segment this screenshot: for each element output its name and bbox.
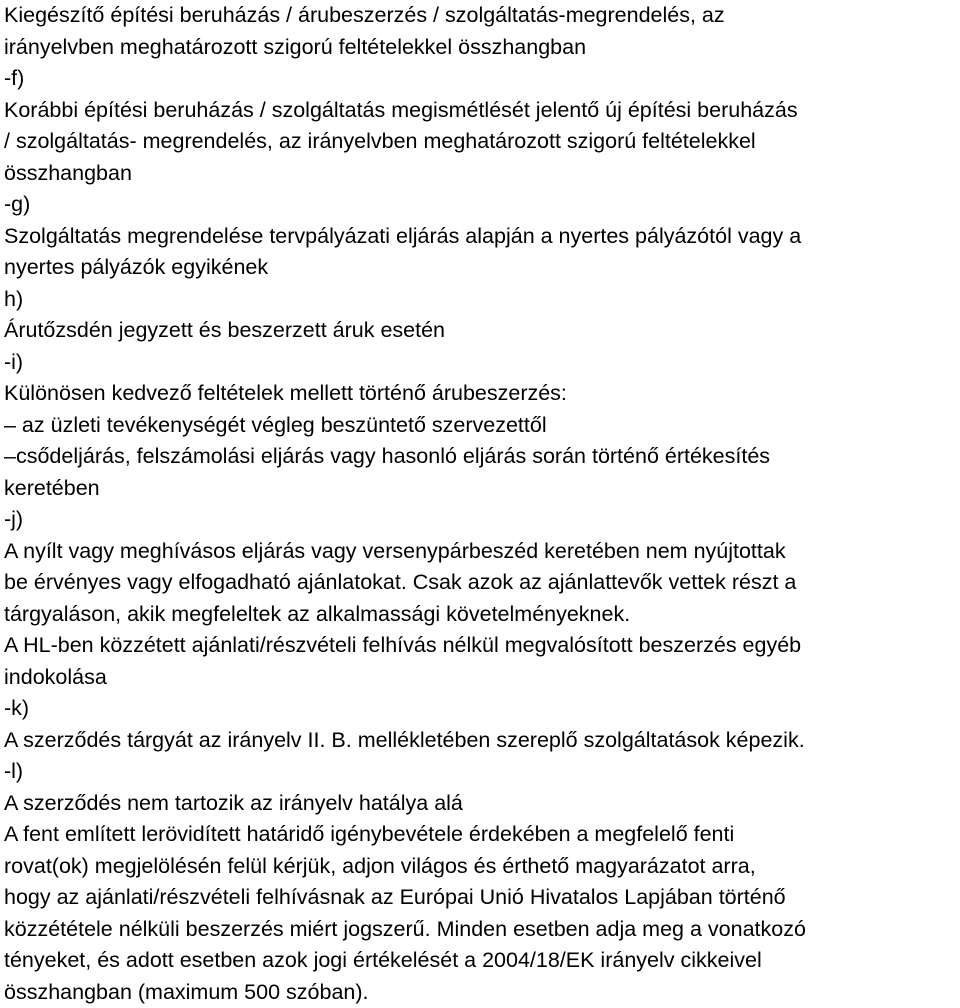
- text-line-31: tényeket, és adott esetben azok jogi értékelését a 2004/18/EK irányelv cikkeivel: [4, 945, 960, 977]
- list-marker-i: -i): [4, 347, 960, 379]
- list-marker-k: -k): [4, 693, 960, 725]
- text-line-27: A fent említett lerövidített határidő igénybevétele érdekében a megfelelő fenti: [4, 819, 960, 851]
- text-line-18: A nyílt vagy meghívásos eljárás vagy versenypárbeszéd keretében nem nyújtottak: [4, 536, 960, 568]
- text-line-4: Korábbi építési beruházás / szolgáltatás megismétlését jelentő új építési beruházás: [4, 95, 960, 127]
- list-marker-f: -f): [4, 63, 960, 95]
- text-line-21: A HL-ben közzétett ajánlati/részvételi felhívás nélkül megvalósított beszerzés egyéb: [4, 630, 960, 662]
- text-line-13: Különösen kedvező feltételek mellett történő árubeszerzés:: [4, 378, 960, 410]
- text-line-22: indokolása: [4, 662, 960, 694]
- text-line-26: A szerződés nem tartozik az irányelv hatálya alá: [4, 788, 960, 820]
- list-marker-j: -j): [4, 504, 960, 536]
- text-line-15: –csődeljárás, felszámolási eljárás vagy hasonló eljárás során történő értékesítés: [4, 441, 960, 473]
- text-line-9: nyertes pályázók egyikének: [4, 252, 960, 284]
- text-line-11: Árutőzsdén jegyzett és beszerzett áruk esetén: [4, 315, 960, 347]
- text-line-32: összhangban (maximum 500 szóban).: [4, 977, 960, 1008]
- text-line-1: Kiegészítő építési beruházás / árubeszerzés / szolgáltatás-megrendelés, az: [4, 0, 960, 32]
- text-line-28: rovat(ok) megjelölésén felül kérjük, adjon világos és érthető magyarázatot arra,: [4, 851, 960, 883]
- text-line-29: hogy az ajánlati/részvételi felhívásnak az Európai Unió Hivatalos Lapjában történő: [4, 882, 960, 914]
- text-line-5: / szolgáltatás- megrendelés, az irányelvben meghatározott szigorú feltételekkel: [4, 126, 960, 158]
- list-marker-l: -l): [4, 756, 960, 788]
- text-line-30: közzététele nélküli beszerzés miért jogszerű. Minden esetben adja meg a vonatkozó: [4, 914, 960, 946]
- text-line-2: irányelvben meghatározott szigorú feltételekkel összhangban: [4, 32, 960, 64]
- text-line-14: – az üzleti tevékenységét végleg beszüntető szervezettől: [4, 410, 960, 442]
- text-line-8: Szolgáltatás megrendelése tervpályázati eljárás alapján a nyertes pályázótól vagy a: [4, 221, 960, 253]
- text-line-19: be érvényes vagy elfogadható ajánlatokat. Csak azok az ajánlattevők vettek részt a: [4, 567, 960, 599]
- text-line-6: összhangban: [4, 158, 960, 190]
- list-marker-h: h): [4, 284, 960, 316]
- text-line-16: keretében: [4, 473, 960, 505]
- list-marker-g: -g): [4, 189, 960, 221]
- text-line-24: A szerződés tárgyát az irányelv II. B. mellékletében szereplő szolgáltatások képezik.: [4, 725, 960, 757]
- text-line-20: tárgyaláson, akik megfeleltek az alkalmassági követelményeknek.: [4, 599, 960, 631]
